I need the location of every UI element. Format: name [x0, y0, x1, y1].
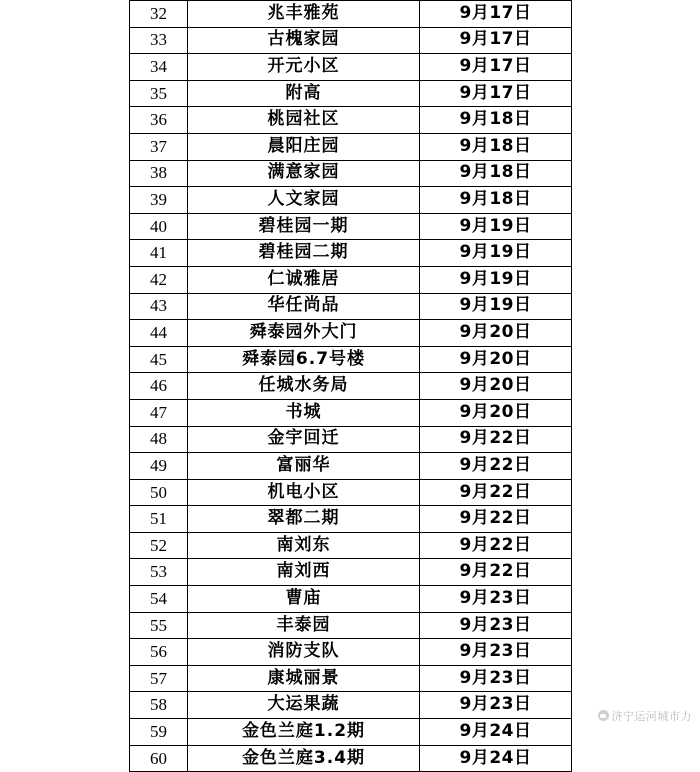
row-index: 55	[130, 612, 188, 639]
row-name: 南刘东	[188, 532, 420, 559]
row-name: 桃园社区	[188, 107, 420, 134]
row-index: 59	[130, 719, 188, 746]
row-name: 古槐家园	[188, 27, 420, 54]
schedule-table-body	[130, 1, 572, 772]
row-name: 大运果蔬	[188, 692, 420, 719]
row-name: 书城	[188, 399, 420, 426]
table-row	[130, 373, 572, 400]
row-name: 开元小区	[188, 54, 420, 81]
table-row	[130, 612, 572, 639]
row-name: 翠都二期	[188, 506, 420, 533]
table-row	[130, 293, 572, 320]
row-date: 9月17日	[420, 27, 572, 54]
schedule-table	[129, 0, 572, 772]
row-date: 9月19日	[420, 293, 572, 320]
row-index: 42	[130, 266, 188, 293]
watermark	[598, 708, 693, 724]
row-date: 9月23日	[420, 612, 572, 639]
table-row	[130, 665, 572, 692]
row-name: 南刘西	[188, 559, 420, 586]
row-name: 舜泰园6.7号楼	[188, 346, 420, 373]
row-index: 43	[130, 293, 188, 320]
row-index: 32	[130, 1, 188, 28]
table-row	[130, 399, 572, 426]
row-index: 58	[130, 692, 188, 719]
row-date: 9月23日	[420, 639, 572, 666]
row-index: 46	[130, 373, 188, 400]
watermark-logo-icon	[598, 710, 609, 721]
row-name: 碧桂园二期	[188, 240, 420, 267]
row-date: 9月22日	[420, 506, 572, 533]
row-name: 富丽华	[188, 453, 420, 480]
row-date: 9月19日	[420, 266, 572, 293]
row-name: 兆丰雅苑	[188, 1, 420, 28]
row-name: 碧桂园一期	[188, 213, 420, 240]
row-date: 9月24日	[420, 719, 572, 746]
row-name: 人文家园	[188, 187, 420, 214]
table-row	[130, 27, 572, 54]
row-index: 47	[130, 399, 188, 426]
watermark-text: 济宁运河城市力	[611, 710, 692, 723]
table-row	[130, 187, 572, 214]
table-row	[130, 479, 572, 506]
table-row	[130, 745, 572, 772]
row-index: 41	[130, 240, 188, 267]
table-row	[130, 160, 572, 187]
row-date: 9月17日	[420, 1, 572, 28]
row-index: 33	[130, 27, 188, 54]
row-date: 9月20日	[420, 399, 572, 426]
table-row	[130, 54, 572, 81]
row-index: 54	[130, 586, 188, 613]
row-name: 任城水务局	[188, 373, 420, 400]
row-date: 9月18日	[420, 133, 572, 160]
row-date: 9月23日	[420, 665, 572, 692]
table-row	[130, 559, 572, 586]
row-date: 9月22日	[420, 479, 572, 506]
row-index: 52	[130, 532, 188, 559]
row-name: 丰泰园	[188, 612, 420, 639]
row-name: 晨阳庄园	[188, 133, 420, 160]
row-date: 9月22日	[420, 426, 572, 453]
table-row	[130, 213, 572, 240]
row-date: 9月19日	[420, 213, 572, 240]
row-date: 9月18日	[420, 187, 572, 214]
row-index: 57	[130, 665, 188, 692]
row-date: 9月18日	[420, 107, 572, 134]
row-index: 53	[130, 559, 188, 586]
row-index: 50	[130, 479, 188, 506]
row-name: 附高	[188, 80, 420, 107]
row-index: 37	[130, 133, 188, 160]
table-row	[130, 1, 572, 28]
row-index: 40	[130, 213, 188, 240]
row-index: 34	[130, 54, 188, 81]
table-row	[130, 532, 572, 559]
table-row	[130, 506, 572, 533]
row-index: 56	[130, 639, 188, 666]
row-name: 舜泰园外大门	[188, 320, 420, 347]
row-date: 9月22日	[420, 559, 572, 586]
row-index: 38	[130, 160, 188, 187]
table-row	[130, 266, 572, 293]
table-row	[130, 426, 572, 453]
table-row	[130, 639, 572, 666]
row-date: 9月20日	[420, 346, 572, 373]
table-row	[130, 346, 572, 373]
row-name: 金色兰庭3.4期	[188, 745, 420, 772]
row-name: 满意家园	[188, 160, 420, 187]
row-name: 华任尚品	[188, 293, 420, 320]
row-name: 金宇回迁	[188, 426, 420, 453]
table-row	[130, 453, 572, 480]
row-date: 9月20日	[420, 320, 572, 347]
table-row	[130, 107, 572, 134]
row-name: 消防支队	[188, 639, 420, 666]
row-name: 曹庙	[188, 586, 420, 613]
row-index: 48	[130, 426, 188, 453]
table-row	[130, 320, 572, 347]
row-date: 9月22日	[420, 532, 572, 559]
row-index: 39	[130, 187, 188, 214]
row-index: 44	[130, 320, 188, 347]
table-row	[130, 692, 572, 719]
table-row	[130, 80, 572, 107]
table-row	[130, 586, 572, 613]
row-name: 金色兰庭1.2期	[188, 719, 420, 746]
row-name: 仁诚雅居	[188, 266, 420, 293]
row-date: 9月23日	[420, 586, 572, 613]
table-row	[130, 133, 572, 160]
row-date: 9月23日	[420, 692, 572, 719]
row-date: 9月17日	[420, 54, 572, 81]
row-date: 9月20日	[420, 373, 572, 400]
row-index: 49	[130, 453, 188, 480]
row-index: 36	[130, 107, 188, 134]
row-name: 康城丽景	[188, 665, 420, 692]
row-date: 9月17日	[420, 80, 572, 107]
row-date: 9月18日	[420, 160, 572, 187]
row-index: 45	[130, 346, 188, 373]
row-date: 9月19日	[420, 240, 572, 267]
table-row	[130, 240, 572, 267]
row-index: 60	[130, 745, 188, 772]
row-index: 35	[130, 80, 188, 107]
row-name: 机电小区	[188, 479, 420, 506]
row-index: 51	[130, 506, 188, 533]
row-date: 9月24日	[420, 745, 572, 772]
table-row	[130, 719, 572, 746]
row-date: 9月22日	[420, 453, 572, 480]
